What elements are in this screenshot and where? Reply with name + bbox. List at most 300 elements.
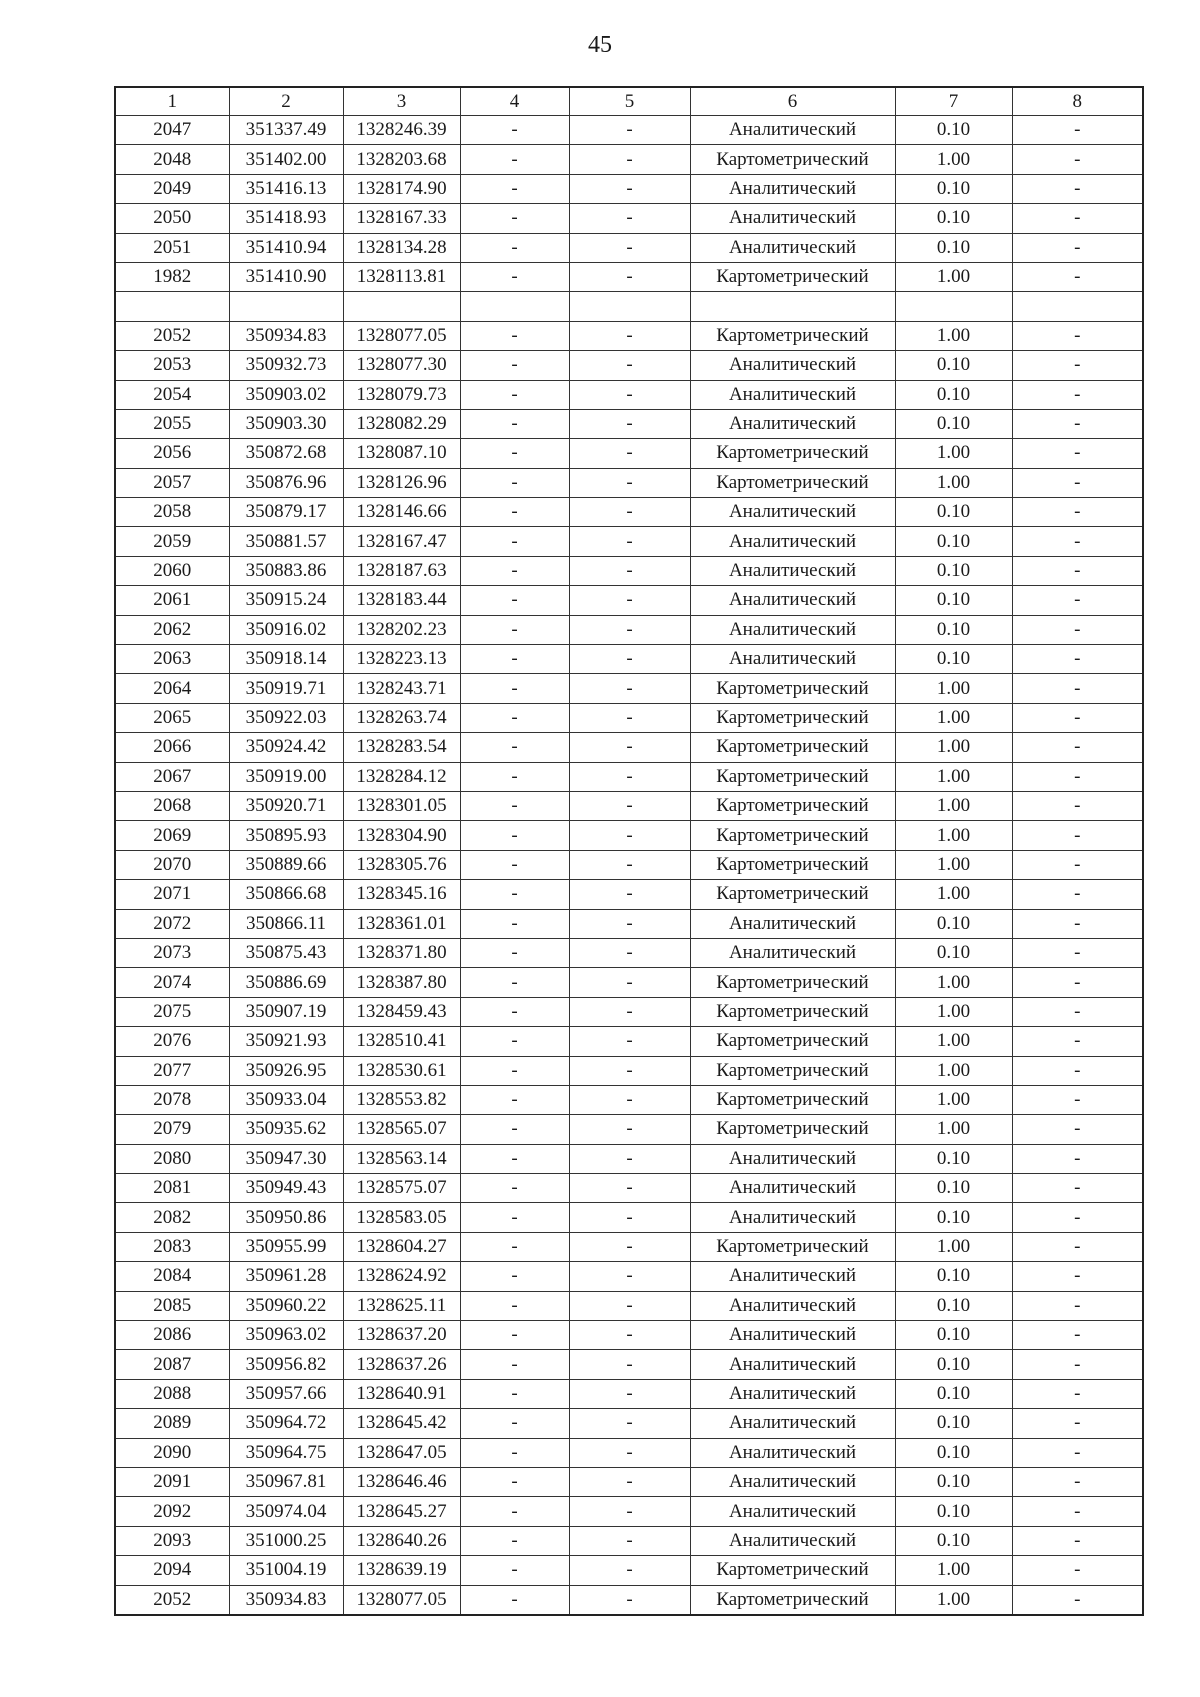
cell-y-coordinate: 1328113.81	[343, 262, 460, 291]
cell-point-number: 2091	[115, 1467, 229, 1496]
cell-col-4: -	[460, 233, 569, 262]
table-row	[115, 145, 1143, 174]
cell-col-4: -	[460, 409, 569, 438]
cell-accuracy: 0.10	[895, 204, 1012, 233]
cell-point-number: 2047	[115, 116, 229, 145]
cell-col-4: -	[460, 468, 569, 497]
cell-accuracy: 0.10	[895, 909, 1012, 938]
cell-accuracy: 1.00	[895, 145, 1012, 174]
cell-accuracy: 0.10	[895, 174, 1012, 203]
table-row	[115, 1203, 1143, 1232]
cell-accuracy: 0.10	[895, 938, 1012, 967]
cell-point-number: 2084	[115, 1262, 229, 1291]
cell-method: Картометрический	[690, 1556, 895, 1585]
cell-col-4: -	[460, 850, 569, 879]
table-row	[115, 1027, 1143, 1056]
cell-y-coordinate: 1328187.63	[343, 556, 460, 585]
cell-y-coordinate: 1328639.19	[343, 1556, 460, 1585]
column-header-4: 4	[460, 87, 569, 116]
cell-col-5: -	[569, 1321, 690, 1350]
cell-col-5: -	[569, 1467, 690, 1496]
cell-col-4: -	[460, 1379, 569, 1408]
table-row	[115, 645, 1143, 674]
cell-col-8: -	[1012, 880, 1143, 909]
table-row	[115, 439, 1143, 468]
cell-method: Картометрический	[690, 439, 895, 468]
table-row	[115, 674, 1143, 703]
cell-x-coordinate: 350964.72	[229, 1409, 343, 1438]
cell-x-coordinate: 350935.62	[229, 1115, 343, 1144]
cell-accuracy: 1.00	[895, 791, 1012, 820]
cell-col-8: -	[1012, 733, 1143, 762]
cell-point-number: 2054	[115, 380, 229, 409]
cell-method: Аналитический	[690, 1409, 895, 1438]
cell-col-5: -	[569, 498, 690, 527]
table-row	[115, 1174, 1143, 1203]
cell-point-number: 2061	[115, 586, 229, 615]
cell-y-coordinate: 1328087.10	[343, 439, 460, 468]
cell-method: Картометрический	[690, 968, 895, 997]
cell-col-5: -	[569, 1497, 690, 1526]
cell-x-coordinate: 350872.68	[229, 439, 343, 468]
cell-col-4: -	[460, 762, 569, 791]
cell-accuracy: 1.00	[895, 321, 1012, 350]
cell-point-number: 2094	[115, 1556, 229, 1585]
cell-accuracy: 0.10	[895, 615, 1012, 644]
cell-col-4: -	[460, 262, 569, 291]
cell-method: Аналитический	[690, 380, 895, 409]
table-row	[115, 1115, 1143, 1144]
cell-y-coordinate: 1328637.20	[343, 1321, 460, 1350]
cell-col-8: -	[1012, 1085, 1143, 1114]
cell-col-8: -	[1012, 615, 1143, 644]
cell-point-number: 2072	[115, 909, 229, 938]
cell-method: Картометрический	[690, 1056, 895, 1085]
cell-y-coordinate: 1328530.61	[343, 1056, 460, 1085]
cell-accuracy: 1.00	[895, 850, 1012, 879]
cell-y-coordinate: 1328203.68	[343, 145, 460, 174]
cell-accuracy: 0.10	[895, 645, 1012, 674]
cell-col-8: -	[1012, 145, 1143, 174]
cell-point-number: 2052	[115, 1585, 229, 1615]
cell-y-coordinate: 1328167.47	[343, 527, 460, 556]
table-row	[115, 233, 1143, 262]
cell-x-coordinate: 350907.19	[229, 997, 343, 1026]
cell-x-coordinate: 350933.04	[229, 1085, 343, 1114]
cell-point-number: 2073	[115, 938, 229, 967]
cell-y-coordinate: 1328077.30	[343, 351, 460, 380]
cell-x-coordinate: 350866.11	[229, 909, 343, 938]
cell-col-5: -	[569, 1203, 690, 1232]
cell-y-coordinate: 1328625.11	[343, 1291, 460, 1320]
cell-col-8: -	[1012, 938, 1143, 967]
cell-method: Картометрический	[690, 468, 895, 497]
cell-point-number: 2068	[115, 791, 229, 820]
cell-method: Аналитический	[690, 233, 895, 262]
cell-method: Аналитический	[690, 1321, 895, 1350]
cell-col-4: -	[460, 1350, 569, 1379]
cell-y-coordinate: 1328082.29	[343, 409, 460, 438]
cell-point-number: 2056	[115, 439, 229, 468]
cell-x-coordinate: 350903.30	[229, 409, 343, 438]
table-row	[115, 1262, 1143, 1291]
cell-col-8: -	[1012, 703, 1143, 732]
cell-point-number: 2077	[115, 1056, 229, 1085]
cell-method: Картометрический	[690, 791, 895, 820]
cell-method: Аналитический	[690, 556, 895, 585]
table-row	[115, 791, 1143, 820]
cell-method: Картометрический	[690, 145, 895, 174]
cell-y-coordinate: 1328304.90	[343, 821, 460, 850]
cell-x-coordinate: 350947.30	[229, 1144, 343, 1173]
cell-col-5: -	[569, 1585, 690, 1615]
table-row	[115, 409, 1143, 438]
cell-col-4: -	[460, 909, 569, 938]
cell-col-5: -	[569, 380, 690, 409]
cell-col-8: -	[1012, 527, 1143, 556]
cell-point-number: 2078	[115, 1085, 229, 1114]
cell-col-4: -	[460, 174, 569, 203]
cell-col-8: -	[1012, 262, 1143, 291]
cell-accuracy: 1.00	[895, 1232, 1012, 1261]
cell-col-4: -	[460, 1438, 569, 1467]
cell-y-coordinate: 1328146.66	[343, 498, 460, 527]
cell-col-5: -	[569, 821, 690, 850]
cell-y-coordinate	[343, 292, 460, 321]
cell-x-coordinate: 350895.93	[229, 821, 343, 850]
cell-x-coordinate: 350875.43	[229, 938, 343, 967]
table-row	[115, 321, 1143, 350]
cell-x-coordinate: 350919.71	[229, 674, 343, 703]
cell-method: Картометрический	[690, 1115, 895, 1144]
table-row	[115, 1232, 1143, 1261]
cell-col-4: -	[460, 1291, 569, 1320]
cell-col-8: -	[1012, 351, 1143, 380]
cell-point-number: 2052	[115, 321, 229, 350]
cell-point-number: 2090	[115, 1438, 229, 1467]
cell-y-coordinate: 1328553.82	[343, 1085, 460, 1114]
cell-accuracy: 1.00	[895, 674, 1012, 703]
cell-col-8: -	[1012, 1556, 1143, 1585]
cell-x-coordinate: 351410.90	[229, 262, 343, 291]
cell-point-number: 2087	[115, 1350, 229, 1379]
cell-col-8: -	[1012, 204, 1143, 233]
cell-accuracy	[895, 292, 1012, 321]
cell-point-number: 2053	[115, 351, 229, 380]
cell-method: Картометрический	[690, 1232, 895, 1261]
table-row	[115, 1056, 1143, 1085]
cell-col-4: -	[460, 556, 569, 585]
cell-x-coordinate: 350950.86	[229, 1203, 343, 1232]
cell-col-4: -	[460, 880, 569, 909]
table-row	[115, 116, 1143, 145]
cell-col-5	[569, 292, 690, 321]
cell-col-5: -	[569, 116, 690, 145]
cell-col-4: -	[460, 1526, 569, 1555]
coordinates-table	[114, 86, 1144, 1616]
cell-method: Аналитический	[690, 409, 895, 438]
cell-col-8: -	[1012, 968, 1143, 997]
cell-col-8: -	[1012, 1438, 1143, 1467]
cell-accuracy: 0.10	[895, 1291, 1012, 1320]
cell-y-coordinate: 1328126.96	[343, 468, 460, 497]
cell-accuracy: 1.00	[895, 262, 1012, 291]
cell-method: Аналитический	[690, 116, 895, 145]
cell-method	[690, 292, 895, 321]
cell-col-8: -	[1012, 1144, 1143, 1173]
cell-method: Картометрический	[690, 880, 895, 909]
cell-accuracy: 1.00	[895, 821, 1012, 850]
cell-col-4: -	[460, 586, 569, 615]
cell-x-coordinate: 350915.24	[229, 586, 343, 615]
cell-accuracy: 0.10	[895, 1203, 1012, 1232]
cell-col-4: -	[460, 1467, 569, 1496]
cell-x-coordinate: 350921.93	[229, 1027, 343, 1056]
cell-x-coordinate: 350949.43	[229, 1174, 343, 1203]
cell-col-5: -	[569, 1232, 690, 1261]
cell-x-coordinate: 350926.95	[229, 1056, 343, 1085]
cell-col-4: -	[460, 645, 569, 674]
cell-accuracy: 1.00	[895, 1585, 1012, 1615]
table-row	[115, 468, 1143, 497]
cell-col-8: -	[1012, 791, 1143, 820]
cell-x-coordinate: 350883.86	[229, 556, 343, 585]
cell-col-8: -	[1012, 174, 1143, 203]
cell-method: Аналитический	[690, 1144, 895, 1173]
cell-method: Аналитический	[690, 1174, 895, 1203]
table-row	[115, 1085, 1143, 1114]
cell-x-coordinate: 350920.71	[229, 791, 343, 820]
cell-point-number: 2067	[115, 762, 229, 791]
cell-y-coordinate: 1328183.44	[343, 586, 460, 615]
cell-y-coordinate: 1328077.05	[343, 1585, 460, 1615]
cell-accuracy: 1.00	[895, 1115, 1012, 1144]
cell-col-8: -	[1012, 498, 1143, 527]
cell-y-coordinate: 1328645.42	[343, 1409, 460, 1438]
cell-point-number: 2055	[115, 409, 229, 438]
cell-accuracy: 0.10	[895, 1262, 1012, 1291]
cell-y-coordinate: 1328345.16	[343, 880, 460, 909]
cell-col-4: -	[460, 1174, 569, 1203]
cell-point-number: 2076	[115, 1027, 229, 1056]
cell-point-number: 2071	[115, 880, 229, 909]
cell-y-coordinate: 1328246.39	[343, 116, 460, 145]
cell-accuracy: 0.10	[895, 380, 1012, 409]
cell-x-coordinate: 350934.83	[229, 321, 343, 350]
cell-col-4: -	[460, 968, 569, 997]
cell-x-coordinate: 350889.66	[229, 850, 343, 879]
cell-col-8: -	[1012, 1291, 1143, 1320]
cell-y-coordinate: 1328371.80	[343, 938, 460, 967]
cell-col-5: -	[569, 174, 690, 203]
cell-method: Аналитический	[690, 1291, 895, 1320]
cell-col-8: -	[1012, 997, 1143, 1026]
cell-col-5: -	[569, 733, 690, 762]
column-header-1: 1	[115, 87, 229, 116]
cell-col-4: -	[460, 1115, 569, 1144]
cell-point-number: 2079	[115, 1115, 229, 1144]
cell-x-coordinate: 350876.96	[229, 468, 343, 497]
table-row	[115, 880, 1143, 909]
cell-col-8: -	[1012, 1467, 1143, 1496]
cell-method: Аналитический	[690, 1497, 895, 1526]
cell-col-5: -	[569, 556, 690, 585]
cell-col-4: -	[460, 204, 569, 233]
cell-method: Картометрический	[690, 321, 895, 350]
cell-point-number: 2070	[115, 850, 229, 879]
cell-y-coordinate: 1328301.05	[343, 791, 460, 820]
table-row	[115, 556, 1143, 585]
cell-col-5: -	[569, 468, 690, 497]
cell-col-4: -	[460, 498, 569, 527]
cell-col-4: -	[460, 1203, 569, 1232]
cell-col-5: -	[569, 1291, 690, 1320]
cell-x-coordinate: 350924.42	[229, 733, 343, 762]
cell-col-8: -	[1012, 321, 1143, 350]
cell-col-4: -	[460, 439, 569, 468]
cell-y-coordinate: 1328583.05	[343, 1203, 460, 1232]
cell-col-8: -	[1012, 1585, 1143, 1615]
cell-accuracy: 1.00	[895, 1556, 1012, 1585]
cell-point-number: 2062	[115, 615, 229, 644]
cell-point-number: 2060	[115, 556, 229, 585]
cell-x-coordinate: 350960.22	[229, 1291, 343, 1320]
cell-method: Аналитический	[690, 615, 895, 644]
cell-col-5: -	[569, 527, 690, 556]
cell-x-coordinate: 351416.13	[229, 174, 343, 203]
cell-col-5: -	[569, 674, 690, 703]
cell-col-4: -	[460, 1497, 569, 1526]
cell-point-number: 2058	[115, 498, 229, 527]
cell-x-coordinate: 350964.75	[229, 1438, 343, 1467]
cell-accuracy: 0.10	[895, 1144, 1012, 1173]
cell-col-4: -	[460, 1085, 569, 1114]
cell-x-coordinate: 350961.28	[229, 1262, 343, 1291]
table-row	[115, 1526, 1143, 1555]
cell-y-coordinate: 1328637.26	[343, 1350, 460, 1379]
table-row	[115, 909, 1143, 938]
cell-col-4: -	[460, 821, 569, 850]
cell-col-4: -	[460, 351, 569, 380]
cell-point-number: 2069	[115, 821, 229, 850]
cell-accuracy: 0.10	[895, 556, 1012, 585]
table-row	[115, 703, 1143, 732]
cell-col-5: -	[569, 1085, 690, 1114]
cell-x-coordinate: 350866.68	[229, 880, 343, 909]
cell-col-8: -	[1012, 409, 1143, 438]
cell-y-coordinate: 1328361.01	[343, 909, 460, 938]
cell-col-4	[460, 292, 569, 321]
column-header-7: 7	[895, 87, 1012, 116]
cell-col-8	[1012, 292, 1143, 321]
cell-method: Аналитический	[690, 1438, 895, 1467]
cell-col-4: -	[460, 1232, 569, 1261]
cell-col-8: -	[1012, 645, 1143, 674]
table-row	[115, 1350, 1143, 1379]
table-row	[115, 968, 1143, 997]
cell-col-8: -	[1012, 1497, 1143, 1526]
cell-x-coordinate: 350963.02	[229, 1321, 343, 1350]
cell-col-5: -	[569, 880, 690, 909]
cell-y-coordinate: 1328387.80	[343, 968, 460, 997]
cell-method: Аналитический	[690, 586, 895, 615]
cell-method: Аналитический	[690, 527, 895, 556]
cell-method: Аналитический	[690, 351, 895, 380]
cell-col-5: -	[569, 233, 690, 262]
cell-x-coordinate: 351402.00	[229, 145, 343, 174]
table-row	[115, 498, 1143, 527]
cell-method: Картометрический	[690, 674, 895, 703]
cell-point-number: 2086	[115, 1321, 229, 1350]
cell-point-number: 2051	[115, 233, 229, 262]
cell-y-coordinate: 1328283.54	[343, 733, 460, 762]
cell-point-number: 2083	[115, 1232, 229, 1261]
cell-col-4: -	[460, 1556, 569, 1585]
table-header-row	[115, 87, 1143, 116]
cell-x-coordinate: 350903.02	[229, 380, 343, 409]
cell-col-8: -	[1012, 1115, 1143, 1144]
cell-y-coordinate: 1328604.27	[343, 1232, 460, 1261]
cell-col-8: -	[1012, 116, 1143, 145]
cell-col-5: -	[569, 1556, 690, 1585]
column-header-6: 6	[690, 87, 895, 116]
cell-col-4: -	[460, 527, 569, 556]
cell-y-coordinate: 1328647.05	[343, 1438, 460, 1467]
cell-col-4: -	[460, 321, 569, 350]
cell-col-8: -	[1012, 909, 1143, 938]
cell-x-coordinate: 350918.14	[229, 645, 343, 674]
cell-x-coordinate: 350919.00	[229, 762, 343, 791]
cell-x-coordinate: 351000.25	[229, 1526, 343, 1555]
cell-col-5: -	[569, 703, 690, 732]
cell-accuracy: 0.10	[895, 1174, 1012, 1203]
cell-point-number: 2048	[115, 145, 229, 174]
cell-x-coordinate: 350932.73	[229, 351, 343, 380]
cell-x-coordinate: 350922.03	[229, 703, 343, 732]
cell-col-5: -	[569, 1174, 690, 1203]
cell-accuracy: 0.10	[895, 498, 1012, 527]
cell-col-8: -	[1012, 556, 1143, 585]
cell-y-coordinate: 1328646.46	[343, 1467, 460, 1496]
table-row	[115, 527, 1143, 556]
cell-accuracy: 1.00	[895, 968, 1012, 997]
cell-col-8: -	[1012, 439, 1143, 468]
table-row	[115, 997, 1143, 1026]
cell-accuracy: 0.10	[895, 233, 1012, 262]
table-row	[115, 762, 1143, 791]
cell-y-coordinate: 1328640.26	[343, 1526, 460, 1555]
cell-accuracy: 0.10	[895, 351, 1012, 380]
cell-col-8: -	[1012, 1056, 1143, 1085]
cell-col-4: -	[460, 1027, 569, 1056]
cell-accuracy: 1.00	[895, 468, 1012, 497]
table-row	[115, 821, 1143, 850]
cell-col-5: -	[569, 1262, 690, 1291]
cell-col-4: -	[460, 938, 569, 967]
cell-point-number: 2080	[115, 1144, 229, 1173]
cell-col-5: -	[569, 909, 690, 938]
cell-method: Аналитический	[690, 938, 895, 967]
cell-x-coordinate: 350916.02	[229, 615, 343, 644]
cell-col-4: -	[460, 1409, 569, 1438]
cell-point-number: 2049	[115, 174, 229, 203]
cell-col-5: -	[569, 850, 690, 879]
cell-y-coordinate: 1328077.05	[343, 321, 460, 350]
cell-y-coordinate: 1328640.91	[343, 1379, 460, 1408]
cell-point-number: 2057	[115, 468, 229, 497]
cell-col-5: -	[569, 145, 690, 174]
cell-point-number: 2065	[115, 703, 229, 732]
